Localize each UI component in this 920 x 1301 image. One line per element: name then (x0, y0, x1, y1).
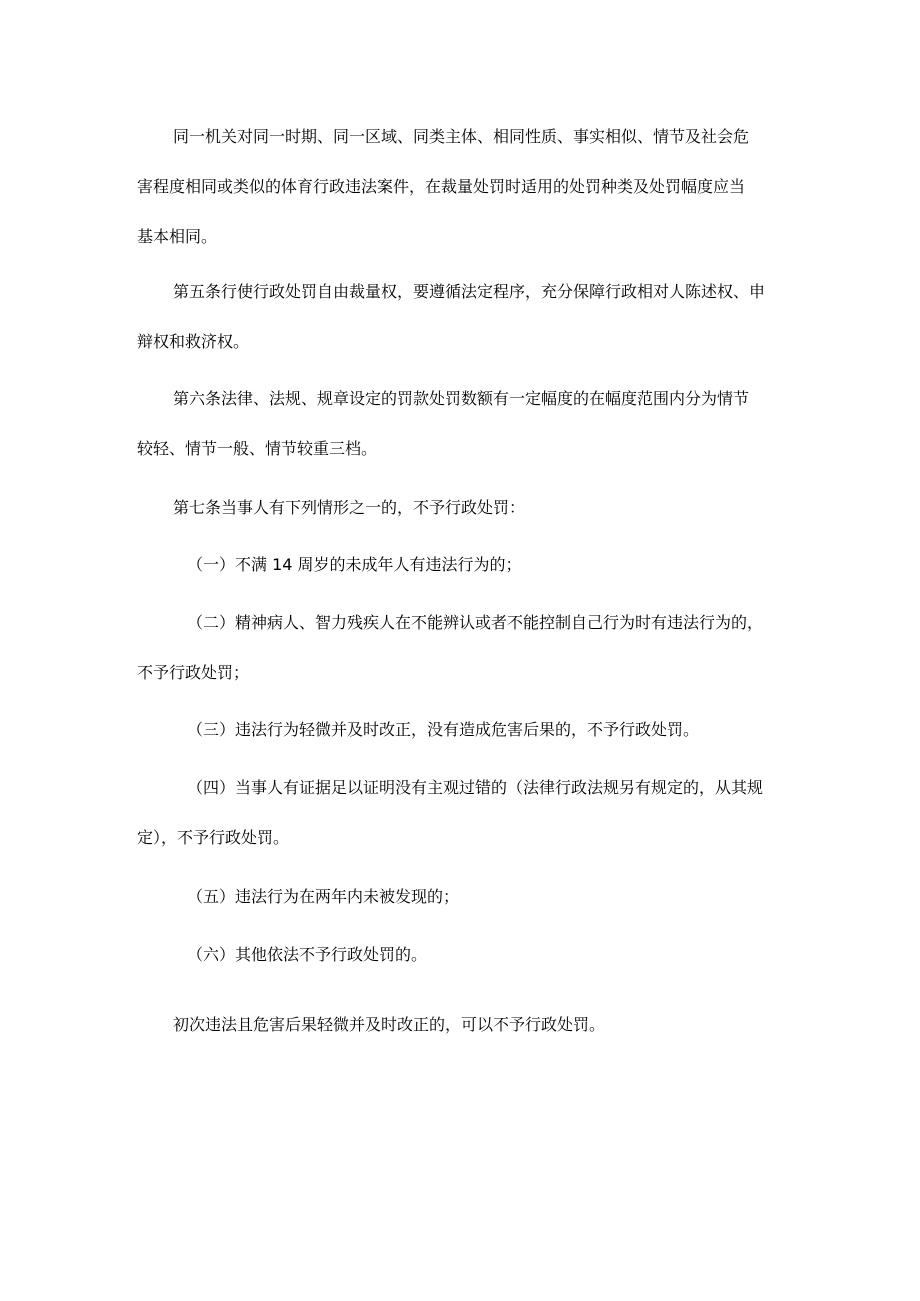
paragraph-line: 初次违法且危害后果轻微并及时改正的，可以不予行政处罚。 (173, 1015, 606, 1034)
list-item-line: 不予行政处罚； (137, 663, 250, 682)
paragraph-same-case-rule (137, 112, 787, 262)
paragraph-article-6 (137, 374, 787, 474)
list-item-line: （一）不满 14 周岁的未成年人有违法行为的； (187, 555, 522, 574)
paragraph-first-offense (137, 1000, 787, 1050)
paragraph-line: 辩权和救济权。 (137, 332, 250, 351)
paragraph-line: 基本相同。 (137, 227, 218, 246)
list-item-line: （六）其他依法不予行政处罚的。 (187, 945, 428, 964)
list-item-5 (137, 872, 787, 922)
paragraph-line: 害程度相同或类似的体育行政违法案件，在裁量处罚时适用的处罚种类及处罚幅度应当 (137, 177, 746, 196)
paragraph-article-7 (137, 483, 787, 533)
list-item-2 (137, 598, 787, 698)
list-item-line: （二）精神病人、智力残疾人在不能辨认或者不能控制自己行为时有违法行为的， (187, 613, 764, 632)
list-item-line: （四）当事人有证据足以证明没有主观过错的（法律行政法规另有规定的，从其规 (187, 778, 764, 797)
list-item-1 (137, 540, 787, 590)
paragraph-line: 第六条法律、法规、规章设定的罚款处罚数额有一定幅度的在幅度范围内分为情节 (173, 389, 750, 408)
paragraph-line: 第五条行使行政处罚自由裁量权，要遵循法定程序，充分保障行政相对人陈述权、申 (173, 282, 766, 301)
list-item-6 (137, 930, 787, 980)
list-item-line: （五）违法行为在两年内未被发现的； (187, 887, 460, 906)
list-item-3 (137, 705, 787, 755)
paragraph-line: 第七条当事人有下列情形之一的，不予行政处罚： (173, 498, 526, 517)
paragraph-article-5 (137, 267, 787, 367)
list-item-line: 定），不予行政处罚。 (137, 828, 290, 847)
list-item-line: （三）违法行为轻微并及时改正，没有造成危害后果的，不予行政处罚。 (187, 720, 700, 739)
list-item-4 (137, 763, 787, 863)
paragraph-line: 同一机关对同一时期、同一区域、同类主体、相同性质、事实相似、情节及社会危 (173, 127, 750, 146)
paragraph-line: 较轻、情节一般、情节较重三档。 (137, 439, 378, 458)
